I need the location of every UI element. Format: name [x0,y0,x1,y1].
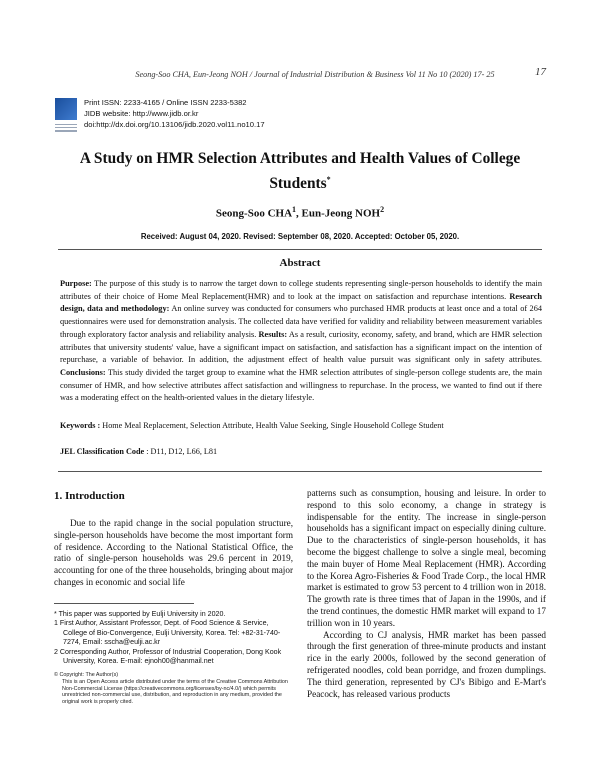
authors [60,205,540,220]
journal-logo [55,98,77,120]
intro-paragraph-2: patterns such as consumption, housing and leisure. In order to respond to this solo economy, a change in strategy is indispensable for the entity. The increase in single-person households has a significant impact on especially dining culture. Due to the characteristics of single-person households, it has become the biggest challenge to solve a single meal, becoming the main buyer of Home Meal Replacement (HMR). According to the Korea Agro-Fisheries & Food Trade Corp., the local HMR market is estimated to grow 53 percent to 4 trillion won in 2018. The growth rate is three times that of Japan in the 1990s, and if the trend continues, the domestic HMR market will expand to 17 trillion won in 10 years. [307,488,546,628]
divider-top [58,249,542,250]
page-number: 17 [535,66,546,78]
conclusions-text: This study divided the target group to examine what the HMR selection attributes of single-person college students are, the main consumer of HMR, and how selective attributes affect satisfaction and willingness to repurchase. In the process, we wanted to find out if there was a moderating effect on the health-oriented values in the dietary lifestyle. [60,367,542,403]
publication-info [84,97,265,130]
footnotes [54,610,293,666]
divider-bottom [58,471,542,472]
introduction-heading: 1. Introduction [54,490,125,502]
copyright-head: © Copyright: The Author(s) [54,672,119,678]
author-separator: , [296,207,302,220]
abstract-heading: Abstract [279,257,321,269]
paper-title [60,148,540,194]
keywords [60,421,542,430]
journal-logo-lines [55,122,77,132]
author-2-sup: 2 [380,205,385,214]
jel-label: JEL Classification Code [60,447,145,456]
author-2: Eun-Jeong NOH [301,207,381,220]
doi-line[interactable]: doi:http://dx.doi.org/10.13106/jidb.2020.vol11.no10.17 [84,120,265,129]
title-footnote-mark: * [326,175,331,184]
footnote-rule [54,603,194,604]
copyright-body: This is an Open Access article distributed under the terms of the Creative Commons Attribution Non-Commercial License (https://creativecommons.org/licenses/by-nc/4.0/) which permits unrestricted non-commercial use, distribution, and reproduction in any medium, provided the original work is properly cited. [62,678,288,706]
right-column [307,488,546,700]
copyright-notice [54,672,293,706]
running-header: Seong-Soo CHA, Eun-Jeong NOH / Journal of Industrial Distribution & Business Vol 11 No 10 (2020) 17- 25 [135,70,495,79]
purpose-text: The purpose of this study is to narrow the target down to college students representing single-person households to identify the main attributes of their choice of Home Meal Replacement(HMR) and to look at the impact on satisfaction and repurchase intentions. [60,279,542,301]
jel-classification [60,447,542,456]
results-label: Results: [258,329,288,339]
abstract-body [60,278,542,405]
author-1: Seong-Soo CHA [215,207,293,220]
keywords-label: Keywords : [60,421,101,430]
results-text: As a result, curiosity, economy, safety, and brand, which are HMR selection attributes that university students' value, have a significant impact on satisfaction, and satisfaction has a significant impact on the intention of repurchase, a variable of behavior. In addition, the adjustment effect of health value pursuit was significant only in safety attributes. [60,329,542,365]
author-1-sup: 1 [292,205,297,214]
footnote-author-2: 2 Corresponding Author, Professor of Industrial Cooperation, Dong Kook University, Korea. E-mail: ejnoh00@hanmail.net [54,647,282,666]
received-dates: Received: August 04, 2020. Revised: September 08, 2020. Accepted: October 05, 2020. [140,232,460,241]
website-line[interactable]: JIDB website: http://www.jidb.or.kr [84,109,199,118]
purpose-label: Purpose: [60,279,92,288]
left-column [54,518,293,589]
intro-paragraph-1: Due to the rapid change in the social population structure, single-person households have become the most important form of residence. According to the National Statistical Office, the ratio of single-person households was 29.6 percent in 2019, accounting for one of the three households, bringing about major changes in economic and social life [54,518,293,587]
footnote-author-1: 1 First Author, Assistant Professor, Dept. of Food Science & Service, College of Bio-Convergence, Eulji University, Korea. Tel: +82-31-740-7274, Email: sscha@eulji.ac.kr [54,619,281,647]
footnote-funding: * This paper was supported by Eulji University in 2020. [54,610,226,618]
issn-line: Print ISSN: 2233-4165 / Online ISSN 2233-5382 [84,98,247,107]
conclusions-label: Conclusions: [60,367,106,377]
keywords-text: Home Meal Replacement, Selection Attribute, Health Value Seeking, Single Household College Student [100,421,444,430]
jel-text: : D11, D12, L66, L81 [144,447,218,456]
paper-title-text: A Study on HMR Selection Attributes and Health Values of College Students [79,150,521,193]
method-text: An online survey was conducted for consumers who purchased HMR products at least once and a total of 264 questionnaires were used for demonstration analysis. The collected data have verified for validity and reliability between measurement variables through exploratory factor analysis and reliability analysis. [60,304,543,339]
method-label: Research design, data and methodology: [60,291,542,314]
intro-paragraph-3: According to CJ analysis, HMR market has been passed through the first generation of three-minute products and instant rice in the early 2000s, followed by the second generation of refrigerated noodles, cold bean porridge, and frozen dumplings. The third generation, represented by CJ's Bibigo and E-Mart's Peacock, has released various products [307,629,546,699]
